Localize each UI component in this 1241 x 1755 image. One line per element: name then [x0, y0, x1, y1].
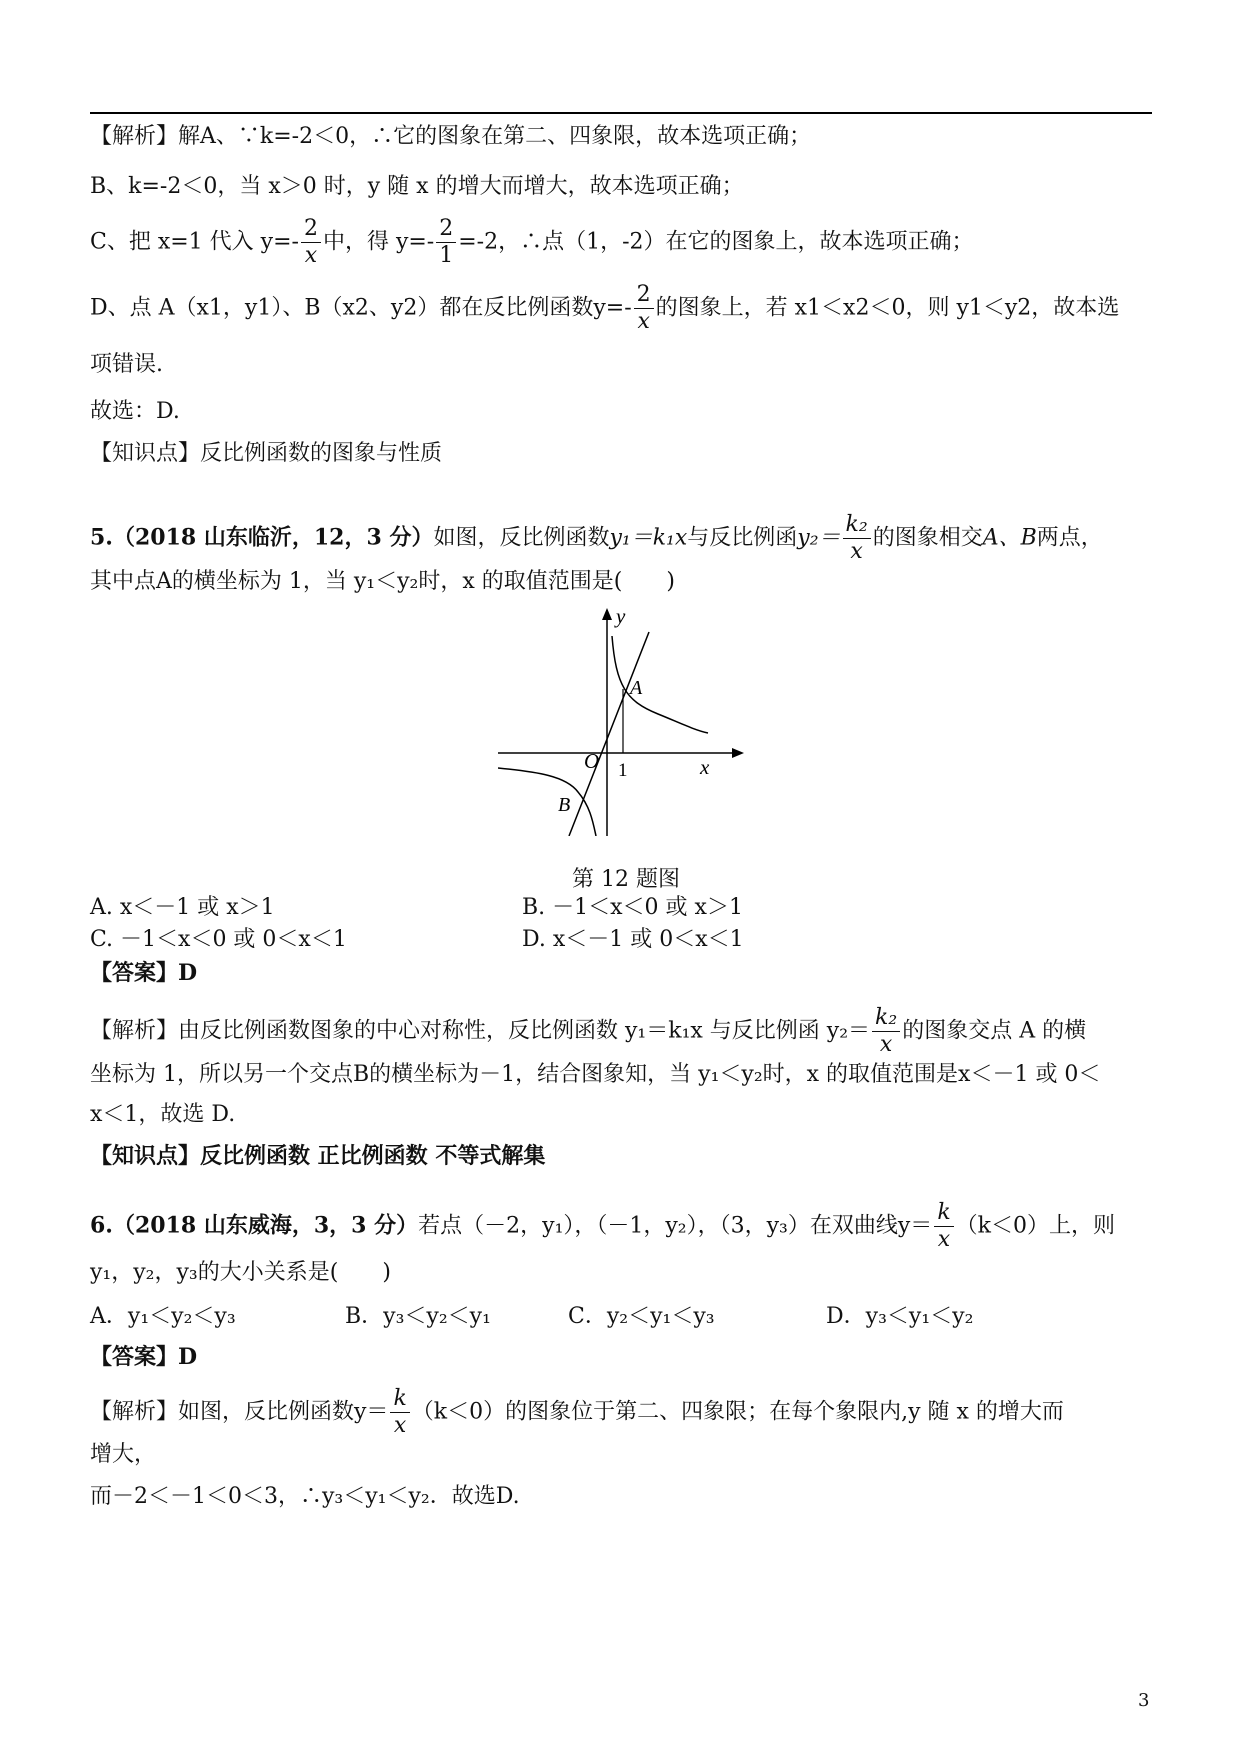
fraction-2-over-x: $\frac{2}{x}$	[301, 216, 321, 269]
q6-analysis-line-3: 而－2＜－1＜0＜3，∴y₃＜y₁＜y₂．故选D.	[90, 1484, 520, 1509]
q6-option-c: C．y₂＜y₁＜y₃	[568, 1304, 715, 1329]
fraction-k-over-x: $\frac{k}{x}$	[934, 1200, 953, 1253]
figure-caption: 第 12 题图	[572, 867, 680, 892]
fraction-k2-over-x: $\frac{\text{k₂}}{x}$	[843, 512, 871, 565]
q5-analysis-line-3: x＜1，故选 D.	[90, 1102, 236, 1127]
q5-stem-line-1: 5.（2018 山东临沂，12，3 分）如图，反比例函数y₁＝k₁x与反比例函y₂＝ $\frac{\text{k₂}}{x}$ 的图象相交A、B两点，	[90, 512, 1103, 564]
q6-option-d: D．y₃＜y₁＜y₂	[826, 1304, 974, 1329]
x-axis-label: x	[700, 755, 710, 779]
q5-stem-line-2: 其中点A的横坐标为 1，当 y₁＜y₂时，x 的取值范围是( )	[90, 569, 675, 594]
q5-option-c: C. －1＜x＜0 或 0＜x＜1	[90, 927, 347, 952]
q5-knowledge-point: 【知识点】反比例函数 正比例函数 不等式解集	[90, 1143, 546, 1169]
q6-stem-line-2: y₁，y₂，y₃的大小关系是( )	[90, 1260, 391, 1285]
q5-analysis-line-2: 坐标为 1，所以另一个交点B的横坐标为－1，结合图象知，当 y₁＜y₂时，x 的取值范围是x＜－1 或 0＜	[90, 1062, 1101, 1087]
line-y1	[569, 632, 649, 836]
sec4-line-2: B、k=-2＜0，当 x＞0 时，y 随 x 的增大而增大，故本选项正确；	[90, 174, 744, 199]
page-number: 3	[1138, 1690, 1150, 1711]
q5-answer: 【答案】D	[90, 960, 198, 986]
sec4-line-5: 项错误.	[90, 352, 163, 377]
q5-option-d: D. x＜－1 或 0＜x＜1	[522, 927, 744, 952]
q6-analysis-line-1: 【解析】如图，反比例函数y＝ $\frac{k}{x}$ （k＜0）的图象位于第二、四象限；在每个象限内,y 随 x 的增大而	[90, 1386, 1064, 1438]
fraction-k-over-x: $\frac{k}{x}$	[390, 1386, 409, 1439]
q6-option-b: B．y₃＜y₂＜y₁	[345, 1304, 491, 1329]
sec4-line-6: 故选：D.	[90, 399, 180, 424]
sec4-line-1: 【解析】解A、∵k=-2＜0，∴它的图象在第二、四象限，故本选项正确；	[90, 124, 812, 149]
q5-function-graph	[498, 606, 750, 836]
hyperbola-branch-q1	[612, 636, 708, 733]
q5-option-a: A. x＜－1 或 x＞1	[90, 895, 275, 920]
fraction-k2-over-x: $\frac{\text{k₂}}{x}$	[872, 1005, 900, 1058]
q6-stem-line-1: 6.（2018 山东威海，3，3 分）若点（－2，y₁），（－1，y₂），（3，y₃）在双曲线y＝ $\frac{k}{x}$ （k＜0）上，则	[90, 1200, 1115, 1252]
header-rule	[90, 112, 1152, 114]
q5-analysis-line-1: 【解析】由反比例函数图象的中心对称性，反比例函数 y₁＝k₁x 与反比例函 y₂＝ $\frac{\text{k₂}}{x}$ 的图象交点 A 的横	[90, 1005, 1087, 1057]
origin-label: O	[584, 749, 600, 773]
fraction-2-over-x: $\frac{2}{x}$	[634, 282, 654, 335]
q6-answer: 【答案】D	[90, 1344, 198, 1370]
sec4-knowledge-point: 【知识点】反比例函数的图象与性质	[90, 441, 443, 466]
fraction-2-over-1: $\frac{2}{1}$	[436, 216, 456, 269]
x-axis-arrow	[732, 748, 744, 758]
point-b-label: B	[558, 794, 571, 816]
tick-one-label: 1	[618, 760, 628, 781]
q6-analysis-line-2: 增大，	[90, 1442, 157, 1467]
y-axis-label: y	[616, 606, 626, 628]
sec4-line-4: D、点 A（x1，y1）、B（x2、y2）都在反比例函数y=- $\frac{2}{x}$ 的图象上，若 x1＜x2＜0，则 y1＜y2，故本选	[90, 282, 1120, 334]
sec4-line-3: C、把 x=1 代入 y=- $\frac{2}{x}$ 中，得 y=- $\frac{2}{1}$ =-2，∴点（1，-2）在它的图象上，故本选项正确；	[90, 216, 974, 268]
hyperbola-branch-q3	[498, 768, 596, 836]
point-a-label: A	[630, 677, 643, 699]
q5-option-b: B. －1＜x＜0 或 x＞1	[522, 895, 743, 920]
y-axis-arrow	[602, 608, 612, 620]
q6-option-a: A．y₁＜y₂＜y₃	[90, 1304, 236, 1329]
